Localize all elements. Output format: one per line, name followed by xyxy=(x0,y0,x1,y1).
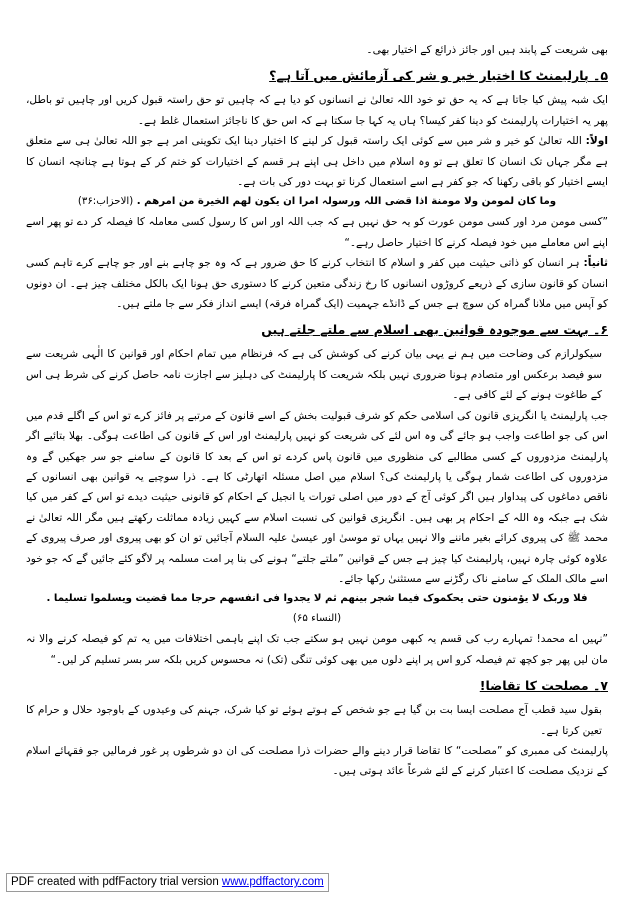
pdf-footer-banner xyxy=(6,873,329,892)
paragraph: بقول سید قطب آج مصلحت ایسا بت بن گیا ہے جو شخص کے ہوتے ہوئے تو کیا شرک، جہنم کی وعیدوں کے باوجود حلال و حرام کا تعین کرتا ہے۔ xyxy=(26,704,602,737)
translation-paragraph: ”نہیں اے محمد! تمہارے رب کی قسم یہ کبھی مومن نہیں ہو سکتے جب تک اپنے باہمی اختلافات میں یہ تم کو فیصلہ کرنے والا نہ مان لیں پھر جو کچھ تم فیصلہ کرو اس پر اپنے دلوں میں بھی کوئی تنگی (تک) نہ محسوس کریں بلکہ سر بسر تسلیم کر لیں۔“ xyxy=(26,633,608,666)
quote-reference: (الاحزاب:۳۶) xyxy=(77,196,134,208)
paragraph: جب پارلیمنٹ یا انگریزی قانون کی اسلامی حکم کو شرف قبولیت بخش کے اسے قانون کے مرتبے پر فائز کرے تو اس کے اگلے قدم میں اس کی جو اطاعت واجب ہو جائے گی وہ اس لئے کی شریعت کو نہیں پارلیمنٹ اور اس کے قانون کی اطاعت ہوگی۔ بھلا بتائیے اگر پارلیمنٹ مزدوروں کے کسی مطالبے کی منظوری میں قانون پاس کردے تو اس کے بعد کا قانون کے سامنے جو سر جھکیں گے وہ مزدوروں کی اطاعت شمار ہوگی یا پارلیمنٹ کی؟ اسلام میں اصل مسئلہ اتھارٹی کا ہے۔ ذرا سوچیے یہ قوانین بھی انسانوں کے ناقص دماغوں کی پیداوار ہیں اگر کوئی آج کے دور میں اصلی تورات یا انجیل کے احکام کو قانونی حیثیت دیدے تو اس کے کفر میں کیا شک ہے جبکہ وہ اللہ کے احکام پر بھی ہیں۔ انگریزی قوانین کی نسبت اسلام سے کہیں زیادہ مماثلت رکھتے ہیں مگر اللہ تعالیٰ نے محمد ﷺ کی پیروی کرائے بغیر ماننے والا نہیں یہاں تو موسیٰ اور عیسیٰ علیہ السلام آجائیں تو ان کو بھی پیروی اور صرف پیروی کے علاوہ کوئی چارہ نہیں، پارلیمنٹ کیا چیز ہے جس کے قوانین ”ملتے جلتے“ ہونے کی بنا پر امت مسلمہ پر لاگو کئے جائیں گے کہ جو خود اسے مالک الملک کے سامنے ناک رگڑنے سے مستثنیٰ رکھا جائے۔ xyxy=(26,409,608,585)
lead-word: اولاً: xyxy=(585,135,608,148)
quote-text: وما کان لمومن ولا مومنة اذا قضی اللہ ورسولہ امرا ان یکون لھم الخیرة من امرھم . xyxy=(136,196,557,208)
paragraph xyxy=(26,131,608,192)
paragraph: بھی شریعت کے پابند ہیں اور جائز ذرائع کے اختیار بھی۔ xyxy=(366,44,608,56)
paragraph: سیکولرازم کی وضاحت میں ہم نے یہی بیان کرنے کی کوشش کی ہے کہ فرنظام میں تمام احکام اور قوانین کا الٰہی شریعت سے سو فیصد برعکس اور متصادم ہونا ضروری نہیں بلکہ شریعت کا پارلیمنٹ کی دہلیز سے اجازت نامہ حاصل کرنے کی شرط ہی اس کے طاغوت ہونے کے لئے کافی ہے۔ xyxy=(26,348,602,402)
section-heading-6 xyxy=(26,318,608,342)
section-heading-5 xyxy=(26,64,608,88)
paragraph xyxy=(26,253,608,314)
paragraph-text: اللہ تعالیٰ کو خیر و شر میں سے کوئی ایک راستہ قبول کر لینے کا اختیار دینا ایک تکوینی امر ہے جو اللہ تعالیٰ ہی سے متعلق ہے مگر جہاں تک انسان کا تعلق ہے تو وہ اسلام میں داخل ہی اپنے ہر قسم کے اختیارات کو ختم کر کے ہوتا ہے چنانچہ انسان کا ایسے اختیار کو باقی رکھنا کہ جو کفر ہے اسے استعمال کرنا تو بہت دور کی بات ہے۔ xyxy=(26,135,608,189)
paragraph-text: ہر انسان کو ذاتی حیثیت میں کفر و اسلام کا انتخاب کرنے کا حق ضرور ہے کہ وہ جو چاہے بنے اور جو چاہے کرے تاہم کسی انسان کو قانون سازی کے ذریعے کروڑوں انسانوں کا رخ زندگی متعین کرنے کا دستوری حق ہونا ایک بالکل مختلف چیز ہے۔ ان دونوں کو آپس میں ملانا گمراہ کن سوچ ہے جس کے ڈانڈے جہمیت (ایک گمراہ فرقہ) ایسے انداز فکر سے جا ملتے ہیں۔ xyxy=(26,257,608,311)
section-heading-7 xyxy=(26,674,608,698)
quran-quote: فلا وربک لا یؤمنون حتی یحکموک فیما شجر بینھم ثم لا یجدوا فی انفسھم حرجا مما قضیت ویسلموا تسلیما . xyxy=(46,593,588,605)
footer-text: PDF created with pdfFactory trial version xyxy=(11,876,222,888)
quran-quote xyxy=(26,192,608,212)
pdffactory-link[interactable]: www.pdffactory.com xyxy=(221,876,324,888)
document-body xyxy=(26,40,608,782)
paragraph: پارلیمنٹ کی ممبری کو ”مصلحت“ کا تقاضا قرار دینے والے حضرات ذرا مصلحت کی ان دو شرطوں پر غور فرمالیں جو فقہائے اسلام کے نزدیک مصلحت کا اعتبار کرنے کے لئے شرعاً عائد ہوتی ہیں۔ xyxy=(26,744,608,778)
lead-word: ثانیاً: xyxy=(583,257,609,270)
translation-paragraph: ”کسی مومن مرد اور کسی مومن عورت کو یہ حق نہیں ہے کہ جب اللہ اور اس کا رسول کسی معاملہ کا فیصلہ کر دے تو پھر اسے اپنے اس معاملے میں خود فیصلہ کرنے کا اختیار حاصل رہے۔“ xyxy=(26,216,608,249)
paragraph: ایک شبہ پیش کیا جاتا ہے کہ یہ حق تو خود اللہ تعالیٰ نے انسانوں کو دیا ہے کہ چاہیں تو حق راستہ قبول کریں اور چاہیں تو باطل، پھر یہ اختیارات پارلیمنٹ کو دینا کفر کیسا؟ ہاں یہ کہا جا سکتا ہے کہ اس حق کا ناجائز استعمال غلط ہے۔ xyxy=(26,94,608,127)
section-heading-text: ۷۔ مصلحت کا تقاضا! xyxy=(479,678,608,694)
quote-reference: (النساء ۶۵) xyxy=(292,613,342,625)
section-heading-text: ۵۔ پارلیمنٹ کا اختیار خیر و شر کی آزمائش میں آتا ہے؟ xyxy=(269,68,608,84)
section-heading-text: ۶۔ بہت سے موجودہ قوانین بھی اسلام سے ملتے جلتے ہیں xyxy=(261,322,608,338)
